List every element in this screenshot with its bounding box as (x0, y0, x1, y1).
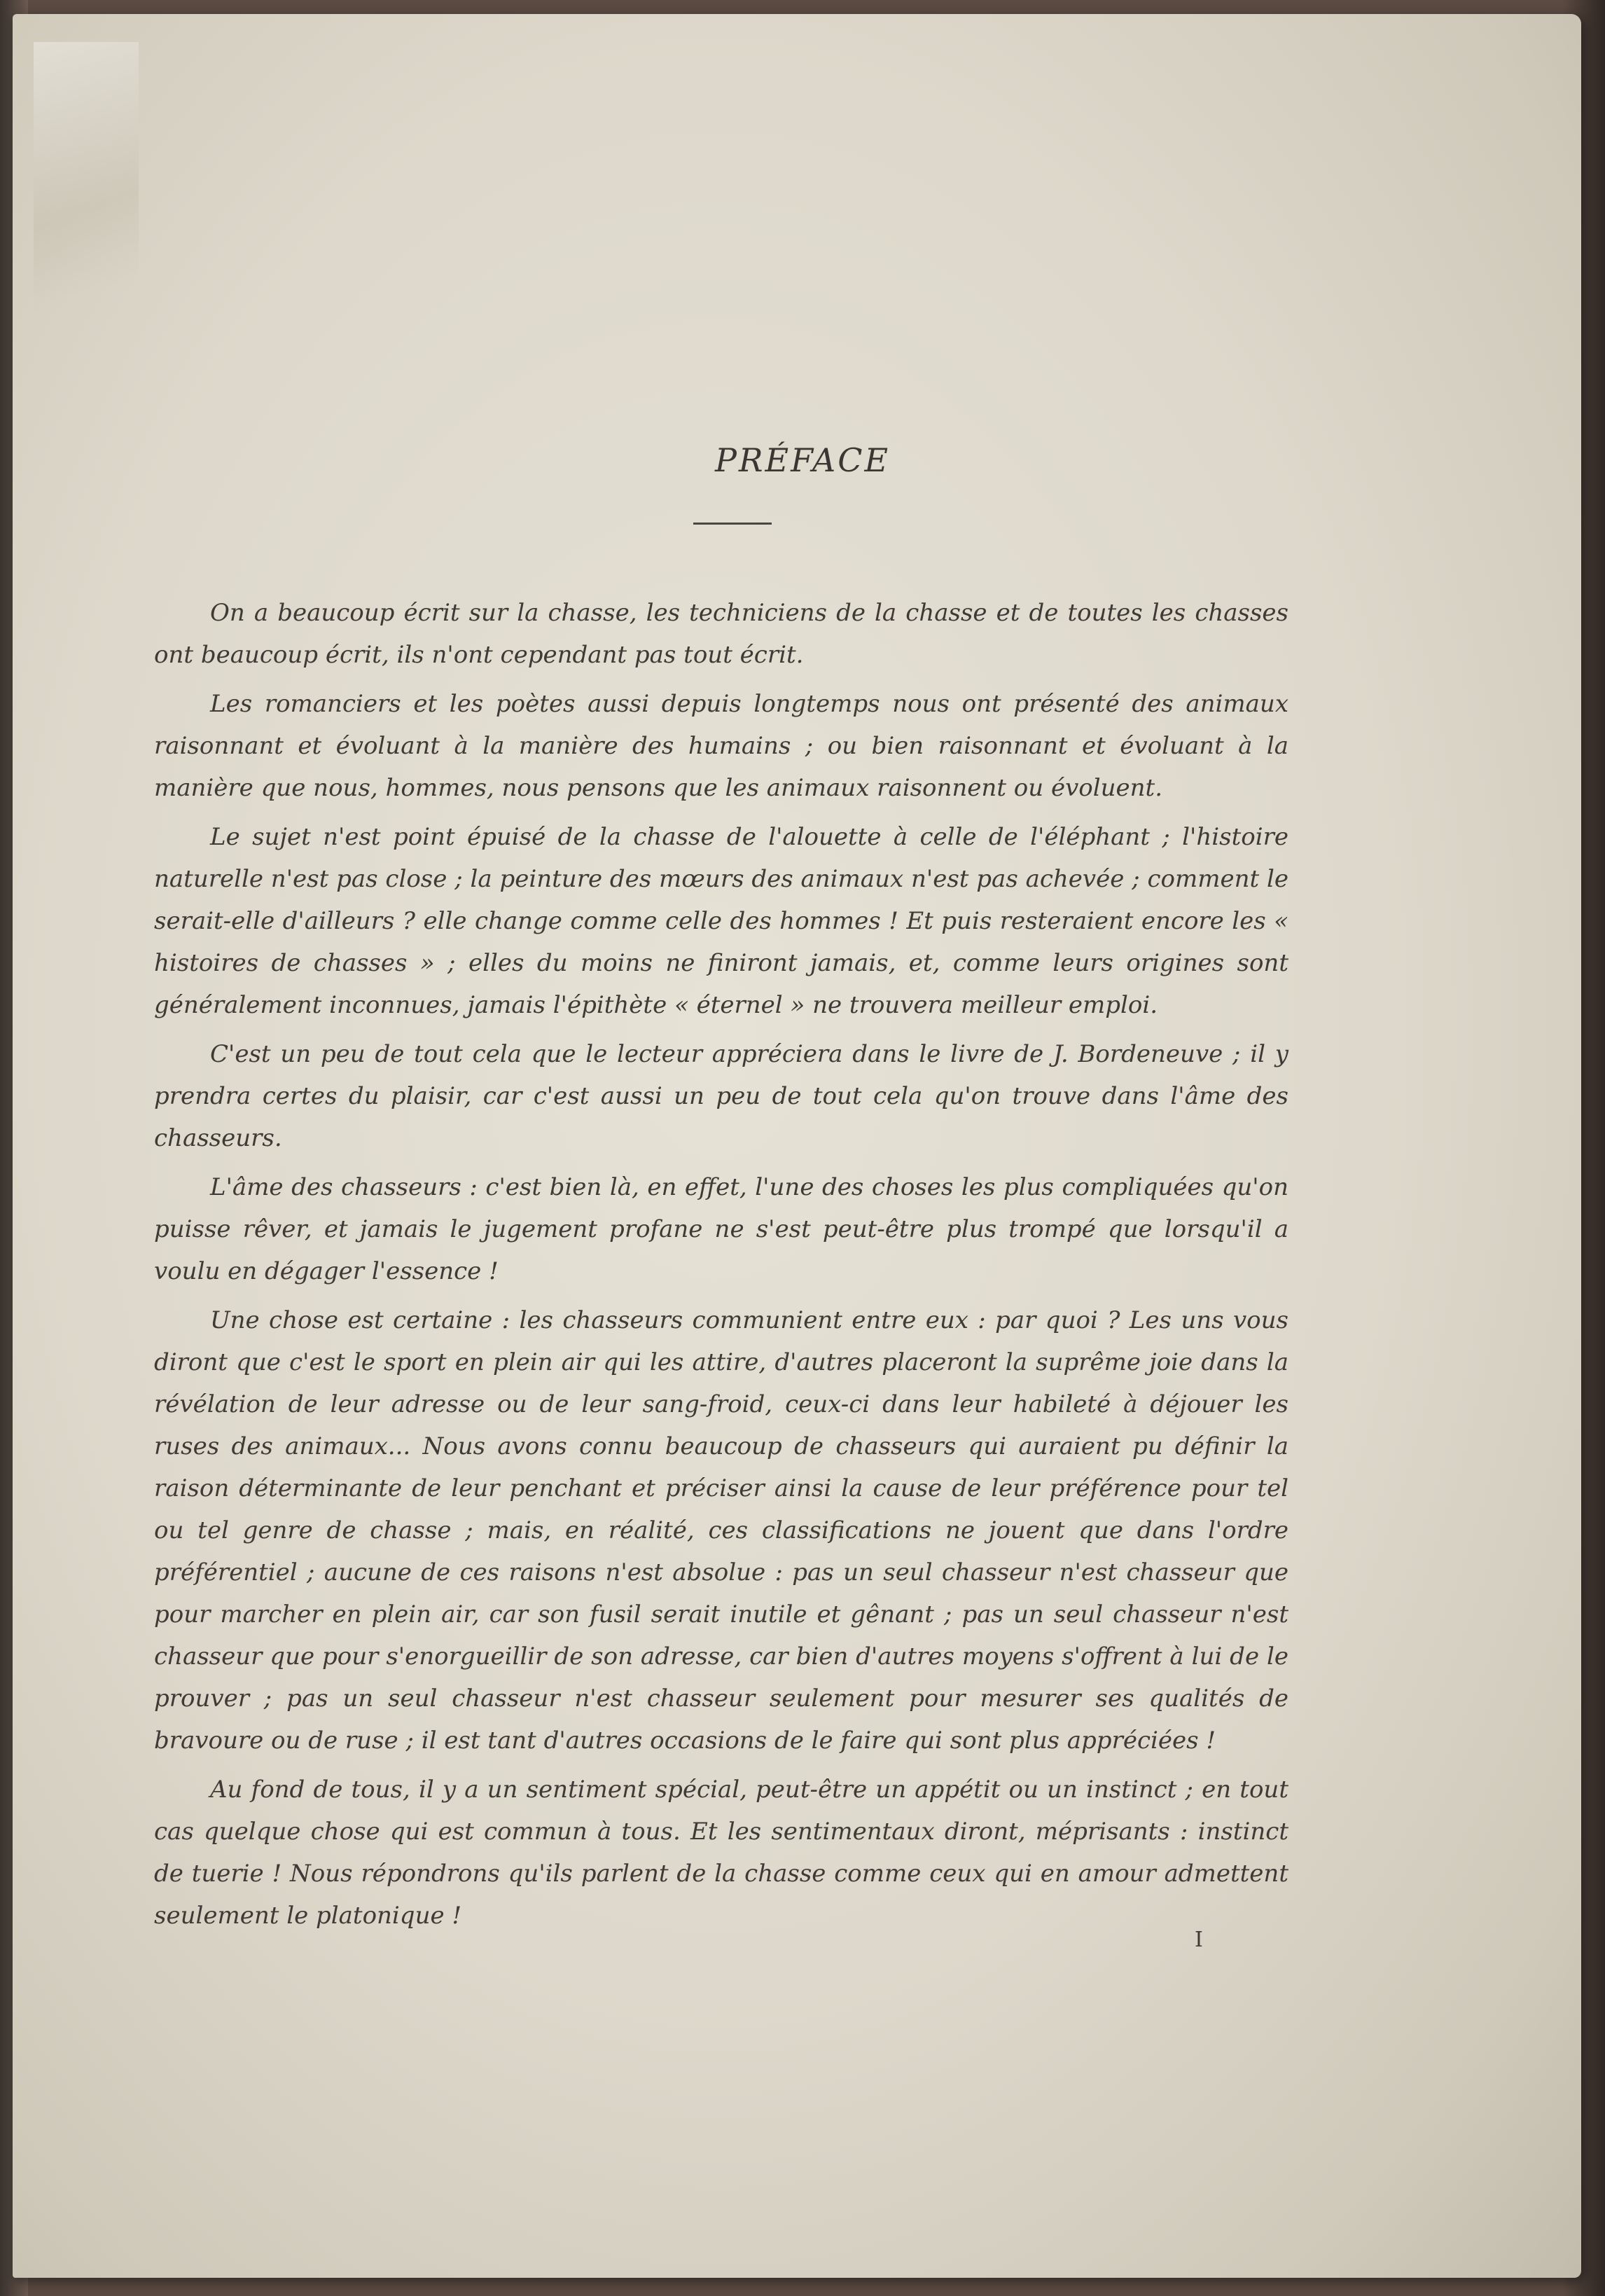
paragraph-2: Les romanciers et les poètes aussi depuis longtemps nous ont présenté des animaux raisonnant et évoluant à la manière des humains ; ou bien raisonnant et évoluant à la manière que nous, hommes, nous pensons que les animaux raisonnent ou évoluent. (154, 690, 1288, 802)
page-title: PRÉFACE (714, 441, 891, 479)
page-number: I (1195, 1928, 1203, 1952)
paragraph-3: Le sujet n'est point épuisé de la chasse de l'alouette à celle de l'éléphant ; l'histoire naturelle n'est pas close ; la peinture des mœurs des animaux n'est pas achevée ; comment le serait-elle d'ailleurs ? elle change comme celle des hommes ! Et puis resteraient encore les « histoires de chasses » ; elles du moins ne finiront jamais, et, comme leurs origines sont généralement inconnues, jamais l'épithète « éternel » ne trouvera meilleur emploi. (154, 823, 1288, 1019)
body-text (154, 592, 1288, 1944)
page-crease (34, 42, 139, 343)
paragraph-7: Au fond de tous, il y a un sentiment spécial, peut-être un appétit ou un instinct ; en tout cas quelque chose qui est commun à tous. Et les sentimentaux diront, méprisants : instinct de tuerie ! Nous répondrons qu'ils parlent de la chasse comme ceux qui en amour admettent seulement le platonique ! (154, 1776, 1288, 1930)
paragraph-6: Une chose est certaine : les chasseurs communient entre eux : par quoi ? Les uns vous diront que c'est le sport en plein air qui les attire, d'autres placeront la suprême joie dans la révélation de leur adresse ou de leur sang-froid, ceux-ci dans leur habileté à déjouer les ruses des animaux... Nous avons connu beaucoup de chasseurs qui auraient pu définir la raison déterminante de leur penchant et préciser ainsi la cause de leur préférence pour tel ou tel genre de chasse ; mais, en réalité, ces classifications ne jouent que dans l'ordre préférentiel ; aucune de ces raisons n'est absolue : pas un seul chasseur n'est chasseur que pour marcher en plein air, car son fusil serait inutile et gênant ; pas un seul chasseur n'est chasseur que pour s'enorgueillir de son adresse, car bien d'autres moyens s'offrent à lui de le prouver ; pas un seul chasseur n'est chasseur seulement pour mesurer ses qualités de bravoure ou de ruse ; il est tant d'autres occasions de le faire qui sont plus appréciées ! (154, 1306, 1288, 1755)
paragraph-5: L'âme des chasseurs : c'est bien là, en effet, l'une des choses les plus compliquées qu'on puisse rêver, et jamais le jugement profane ne s'est peut-être plus trompé que lorsqu'il a voulu en dégager l'essence ! (154, 1173, 1288, 1285)
paragraph-4: C'est un peu de tout cela que le lecteur appréciera dans le livre de J. Bordeneuve ; il y prendra certes du plaisir, car c'est aussi un peu de tout cela qu'on trouve dans l'âme des chasseurs. (154, 1040, 1288, 1152)
paragraph-1: On a beaucoup écrit sur la chasse, les techniciens de la chasse et de toutes les chasses ont beaucoup écrit, ils n'ont cependant pas tout écrit. (154, 599, 1288, 669)
title-rule (693, 523, 772, 525)
